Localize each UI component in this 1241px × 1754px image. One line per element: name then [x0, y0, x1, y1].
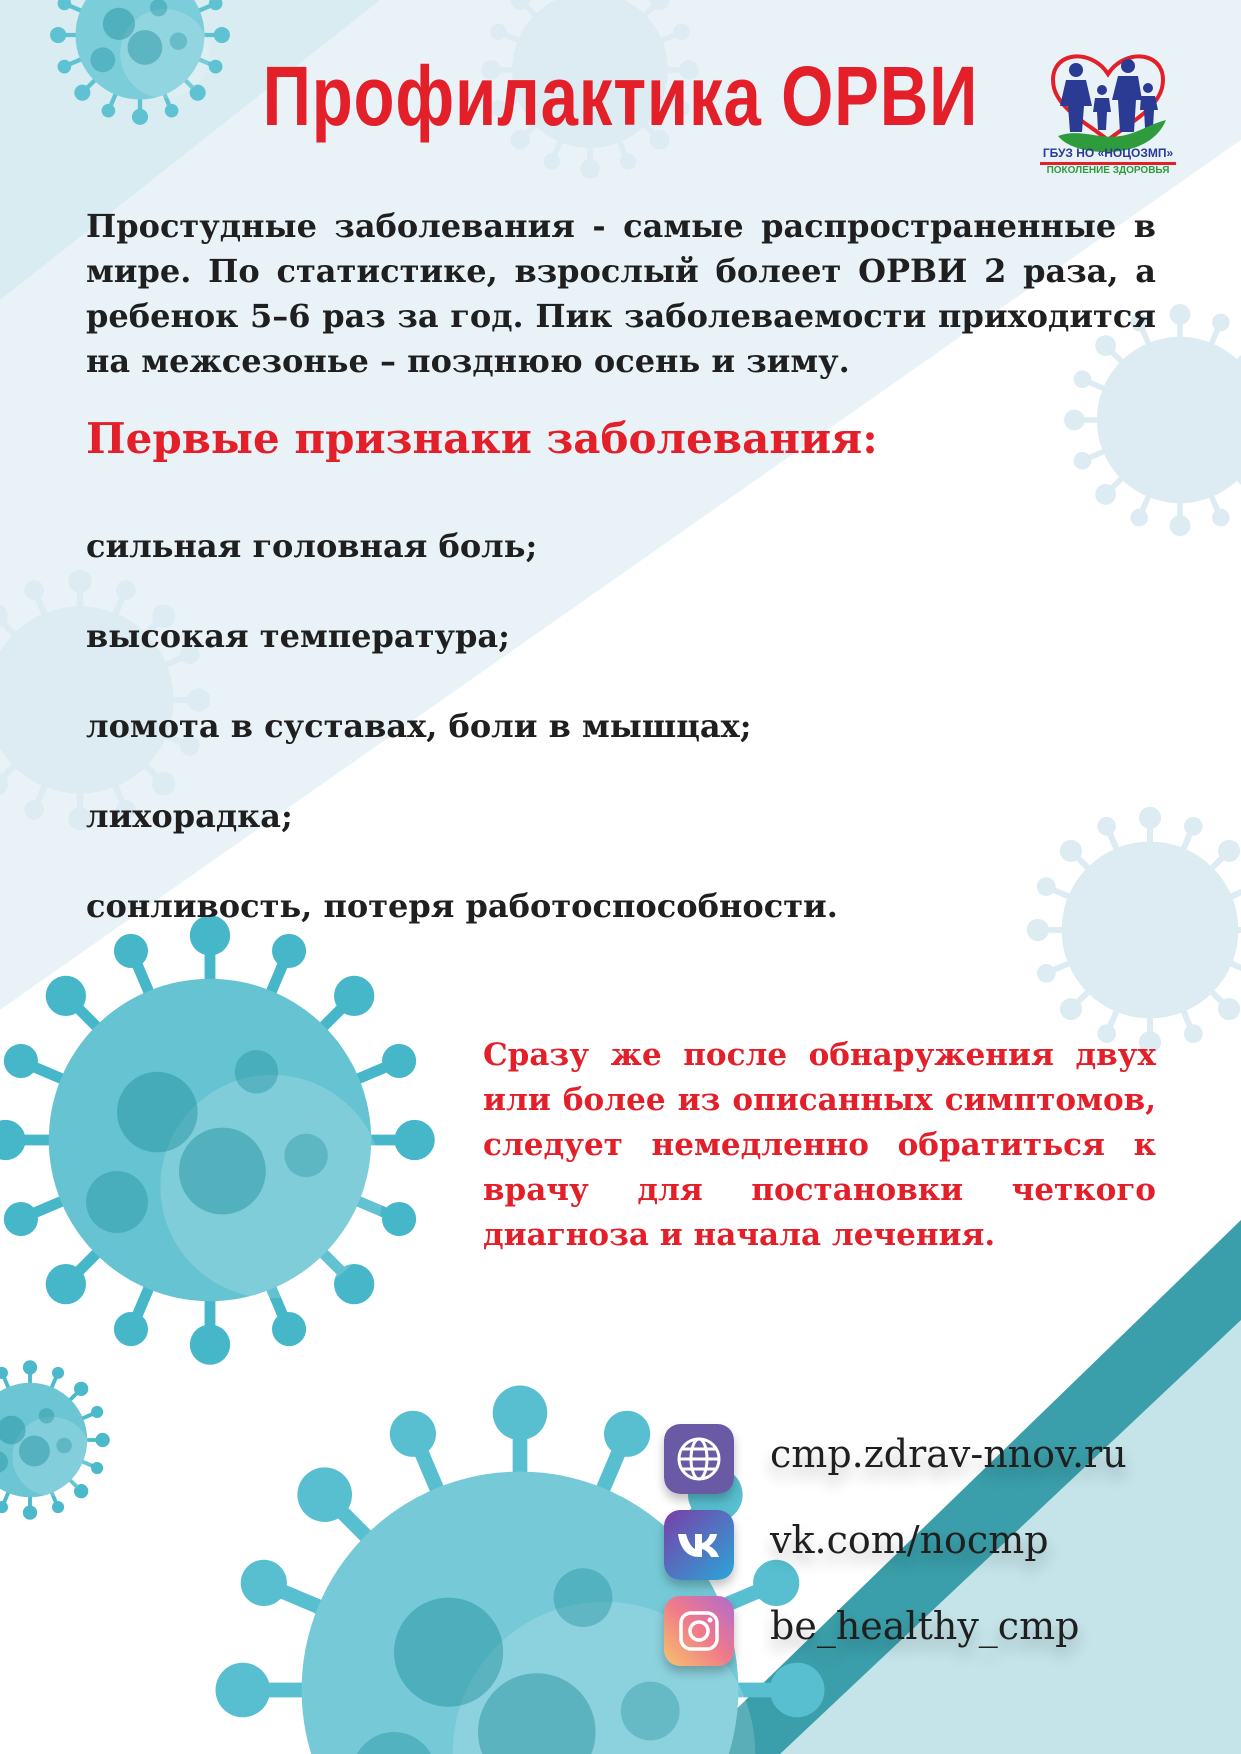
- symptoms-list: [86, 522, 838, 972]
- vk-icon: [664, 1510, 734, 1580]
- symptoms-heading: Первые признаки заболевания:: [86, 414, 878, 463]
- page-title: Профилактика ОРВИ: [262, 49, 979, 143]
- contact-vk-text[interactable]: vk.com/nocmp: [770, 1518, 1049, 1562]
- globe-icon: [664, 1424, 734, 1494]
- advice-paragraph: Сразу же после обнаружения двух или более из описанных симптомов, следует немедленно обратиться к врачу для постановки четкого диагноза и начала лечения.: [483, 1037, 1156, 1253]
- symptom-item: сонливость, потеря работоспособности.: [86, 887, 838, 925]
- logo-name: ГБУЗ НО «НОЦОЗМП»: [1042, 146, 1174, 160]
- symptom-item: лихорадка;: [86, 797, 293, 835]
- symptom-item: ломота в суставах, боли в мышцах;: [86, 707, 752, 745]
- symptom-item: высокая температура;: [86, 617, 510, 655]
- intro-paragraph: Простудные заболевания - самые распространенные в мире. По статистике, взрослый болеет ОРВИ 2 раза, а ребенок 5–6 раз за год. Пик заболеваемости приходится на межсезонье – позднюю осень и зиму.: [86, 207, 1156, 380]
- symptom-item: сильная головная боль;: [86, 527, 538, 565]
- instagram-icon: [664, 1596, 734, 1666]
- contact-instagram-text[interactable]: be_healthy_cmp: [770, 1604, 1080, 1648]
- logo-tagline: ПОКОЛЕНИЕ ЗДОРОВЬЯ: [1046, 165, 1170, 176]
- contact-website-text[interactable]: cmp.zdrav-nnov.ru: [770, 1432, 1127, 1476]
